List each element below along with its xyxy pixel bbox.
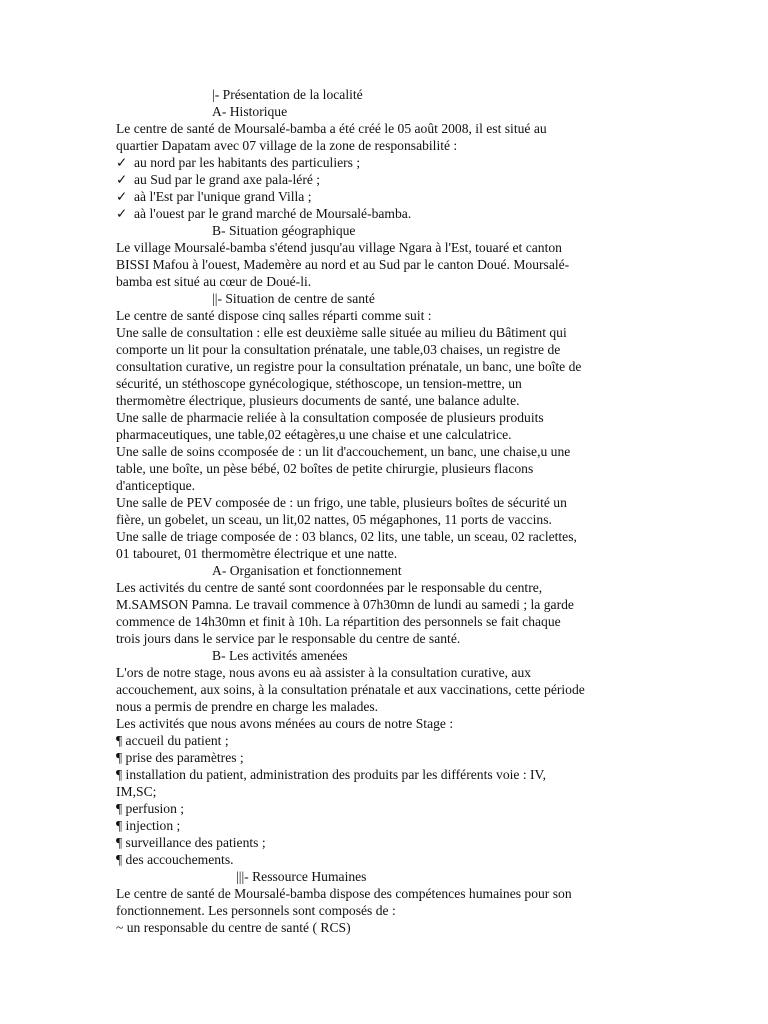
text-line: [116, 103, 656, 120]
text-line: [116, 885, 656, 902]
document-page: [116, 86, 656, 936]
line-text: ¶ accueil du patient ;: [116, 733, 229, 748]
text-line: [116, 596, 656, 613]
text-line: [116, 205, 656, 222]
line-text: bamba est situé au cœur de Doué-li.: [116, 274, 312, 289]
checkmark-icon: ✓: [116, 155, 128, 170]
line-text: L'ors de notre stage, nous avons eu aà assister à la consultation curative, aux: [116, 665, 532, 680]
line-text: BISSI Mafou à l'ouest, Mademère au nord et au Sud par le canton Doué. Moursalé-: [116, 257, 570, 272]
line-text: aà l'Est par l'unique grand Villa ;: [134, 189, 312, 204]
text-line: [116, 409, 656, 426]
line-text: fière, un gobelet, un sceau, un lit,02 nattes, 05 mégaphones, 11 ports de vaccins.: [116, 512, 552, 527]
text-line: [116, 375, 656, 392]
text-line: [116, 494, 656, 511]
line-text: B- Les activités amenées: [212, 648, 348, 663]
text-line: [116, 273, 656, 290]
line-text: comporte un lit pour la consultation prénatale, une table,03 chaises, un registre de: [116, 342, 561, 357]
text-line: [116, 919, 656, 936]
line-text: M.SAMSON Pamna. Le travail commence à 07h30mn de lundi au samedi ; la garde: [116, 597, 574, 612]
line-text: trois jours dans le service par le responsable du centre de santé.: [116, 631, 461, 646]
text-line: [116, 324, 656, 341]
line-text: ¶ prise des paramètres ;: [116, 750, 244, 765]
text-line: [116, 511, 656, 528]
line-text: B- Situation géographique: [212, 223, 356, 238]
line-text: Une salle de pharmacie reliée à la consultation composée de plusieurs produits: [116, 410, 544, 425]
text-line: [116, 749, 656, 766]
text-line: [116, 188, 656, 205]
line-text: fonctionnement. Les personnels sont composés de :: [116, 903, 396, 918]
line-text: nous a permis de prendre en charge les malades.: [116, 699, 379, 714]
line-text: Une salle de consultation : elle est deuxième salle située au milieu du Bâtiment qui: [116, 325, 567, 340]
line-text: table, une boîte, un pèse bébé, 02 boîtes de petite chirurgie, plusieurs flacons: [116, 461, 534, 476]
line-text: ¶ des accouchements.: [116, 852, 234, 867]
line-text: Le centre de santé de Moursalé-bamba dispose des compétences humaines pour son: [116, 886, 572, 901]
text-line: [116, 137, 656, 154]
text-line: [116, 732, 656, 749]
text-line: [116, 851, 656, 868]
text-line: [116, 868, 656, 885]
line-text: ¶ injection ;: [116, 818, 181, 833]
checkmark-icon: ✓: [116, 172, 128, 187]
line-text: ||- Situation de centre de santé: [212, 291, 375, 306]
line-text: |||- Ressource Humaines: [236, 869, 367, 884]
text-line: [116, 86, 656, 103]
line-text: ¶ perfusion ;: [116, 801, 185, 816]
text-line: [116, 698, 656, 715]
text-line: [116, 766, 656, 783]
text-line: [116, 817, 656, 834]
text-line: [116, 800, 656, 817]
line-text: Une salle de soins ccomposée de : un lit d'accouchement, un banc, une chaise,u une: [116, 444, 571, 459]
line-text: ~ un responsable du centre de santé ( RCS): [116, 920, 351, 935]
text-line: [116, 902, 656, 919]
text-line: [116, 154, 656, 171]
text-line: [116, 120, 656, 137]
text-line: [116, 715, 656, 732]
text-line: [116, 477, 656, 494]
line-text: Une salle de triage composée de : 03 blancs, 02 lits, une table, un sceau, 02 raclettes,: [116, 529, 577, 544]
line-text: Les activités que nous avons ménées au cours de notre Stage :: [116, 716, 454, 731]
text-line: [116, 783, 656, 800]
text-line: [116, 341, 656, 358]
line-text: sécurité, un stéthoscope gynécologique, stéthoscope, un tension-mettre, un: [116, 376, 522, 391]
text-line: [116, 834, 656, 851]
line-text: Les activités du centre de santé sont coordonnées par le responsable du centre,: [116, 580, 543, 595]
line-text: |- Présentation de la localité: [212, 87, 363, 102]
line-text: aà l'ouest par le grand marché de Moursalé-bamba.: [134, 206, 412, 221]
text-line: [116, 443, 656, 460]
text-line: [116, 630, 656, 647]
text-line: [116, 290, 656, 307]
text-line: [116, 426, 656, 443]
text-line: [116, 681, 656, 698]
text-line: [116, 239, 656, 256]
text-line: [116, 562, 656, 579]
text-line: [116, 460, 656, 477]
line-text: A- Historique: [212, 104, 288, 119]
line-text: accouchement, aux soins, à la consultation prénatale et aux vaccinations, cette période: [116, 682, 585, 697]
line-text: commence de 14h30mn et finit à 10h. La répartition des personnels se fait chaque: [116, 614, 561, 629]
line-text: thermomètre électrique, plusieurs documents de santé, une balance adulte.: [116, 393, 520, 408]
line-text: Le village Moursalé-bamba s'étend jusqu'au village Ngara à l'Est, touaré et canton: [116, 240, 562, 255]
line-text: ¶ surveillance des patients ;: [116, 835, 266, 850]
text-line: [116, 613, 656, 630]
text-line: [116, 222, 656, 239]
line-text: IM,SC;: [116, 784, 157, 799]
line-text: au Sud par le grand axe pala-léré ;: [134, 172, 321, 187]
text-line: [116, 358, 656, 375]
text-line: [116, 579, 656, 596]
line-text: au nord par les habitants des particuliers ;: [134, 155, 361, 170]
line-text: Le centre de santé de Moursalé-bamba a été créé le 05 août 2008, il est situé au: [116, 121, 547, 136]
text-line: [116, 392, 656, 409]
text-line: [116, 647, 656, 664]
line-text: Une salle de PEV composée de : un frigo, une table, plusieurs boîtes de sécurité un: [116, 495, 567, 510]
line-text: quartier Dapatam avec 07 village de la zone de responsabilité :: [116, 138, 458, 153]
text-line: [116, 171, 656, 188]
line-text: ¶ installation du patient, administration des produits par les différents voie : IV,: [116, 767, 547, 782]
line-text: d'anticeptique.: [116, 478, 196, 493]
line-text: consultation curative, un registre pour la consultation prénatale, un banc, une boîte de: [116, 359, 582, 374]
line-text: pharmaceutiques, une table,02 eétagères,u une chaise et une calculatrice.: [116, 427, 512, 442]
text-line: [116, 307, 656, 324]
line-text: A- Organisation et fonctionnement: [212, 563, 402, 578]
text-line: [116, 256, 656, 273]
checkmark-icon: ✓: [116, 206, 128, 221]
line-text: Le centre de santé dispose cinq salles réparti comme suit :: [116, 308, 432, 323]
text-line: [116, 545, 656, 562]
text-line: [116, 528, 656, 545]
checkmark-icon: ✓: [116, 189, 128, 204]
text-line: [116, 664, 656, 681]
line-text: 01 tabouret, 01 thermomètre électrique et une natte.: [116, 546, 398, 561]
